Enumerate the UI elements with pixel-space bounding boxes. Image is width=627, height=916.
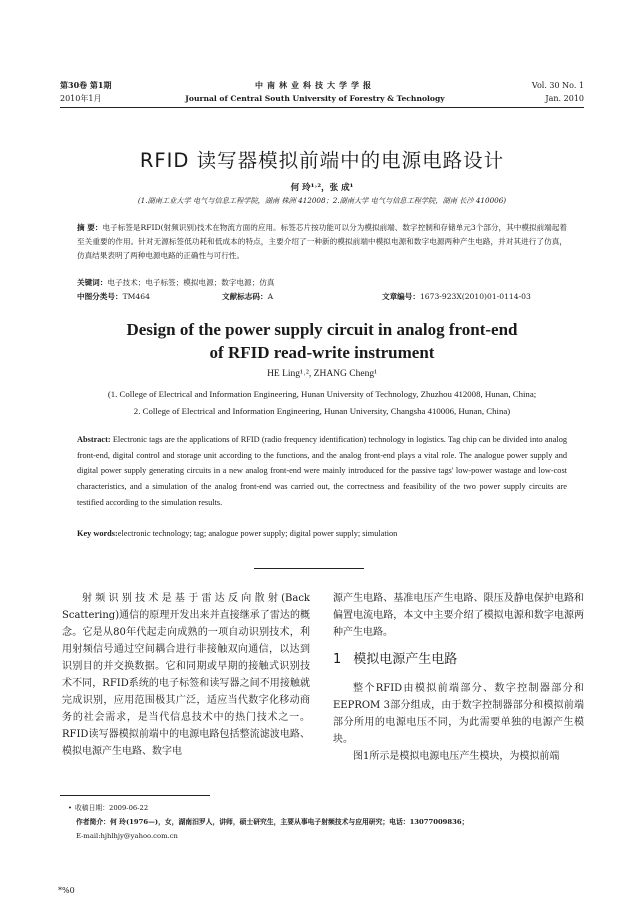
- author-bio: 作者简介：何 玲(1976—)，女，湖南汨罗人，讲师，硕士研究生，主要从事电子射频技术与应用研究；电话：13077009836；: [76, 818, 469, 826]
- footnote-marker: •: [68, 804, 73, 812]
- footnote: [60, 801, 584, 843]
- received-date: [60, 801, 584, 815]
- authors-en: HE Ling¹˒², ZHANG Cheng¹: [267, 369, 377, 379]
- abstract-cn-text: 电子标签是RFID(射频识别)技术在物流方面的应用。标签芯片按功能可以分为模拟前端、数字控制和存储单元3个部分，其中模拟前端起着至关重要的作用。针对无源标签低功耗和低成本的特点，主要介绍了一种新的模拟前端中模拟电源和数字电源两种产生电路，并对其进行了仿真，仿真结果表明了两种电源电路的正确性与可行性。: [77, 223, 567, 260]
- journal-header: [150, 79, 480, 105]
- body-paragraph: 图1所示是模拟电源电压产生模块，为模拟前端: [353, 751, 560, 762]
- keywords-cn: [77, 277, 274, 289]
- abstract-en: [77, 432, 567, 511]
- keywords-en-text: electronic technology; tag; analogue power supply; digital power supply; simulation: [117, 529, 398, 538]
- article-number-field: [382, 291, 531, 303]
- affiliation-en-line1: (1. College of Electrical and Information Engineering, Hunan University of Technology, Zhuzhou 412008, Hunan, China;: [107, 389, 537, 399]
- affiliation-en-line2: 2. College of Electrical and Information Engineering, Hunan University, Changsha 410006, Hunan, China): [133, 406, 511, 416]
- title-en-line1: Design of the power supply circuit in analog front-end: [126, 320, 518, 339]
- body-left-column: 射频识别技术是基于雷达反向散射(Back Scattering)通信的原理开发出来并直接继承了雷达的概念。它是从80年代起走向成熟的一项自动识别技术，利用射频信号通过空间耦合进行非接触双向通信，以达到识别目的并交换数据。它和同期或早期的接触式识别技术不同，RFID系统的电子标签和读写器之间不用接触就完成识别，应用范围极其广泛，适应当代数字化移动商务的社会需求，是当代信息技术中的热门技术之一。RFID读写器模拟前端中的电源电路包括整流滤波电路、模拟电源产生电路、数字电: [62, 593, 310, 757]
- keywords-cn-text: 电子技术；电子标签；模拟电源；数字电源；仿真: [107, 278, 275, 287]
- journal-name-en: Journal of Central South University of Forestry & Technology: [185, 94, 445, 103]
- date-en: Jan. 2010: [545, 94, 584, 103]
- header-volume-cn: [60, 79, 111, 105]
- abstract-en-label: Abstract:: [77, 435, 111, 444]
- paper-title-cn: RFID 读写器模拟前端中的电源电路设计: [139, 149, 505, 172]
- affiliation-cn: (1.湖南工业大学 电气与信息工程学院，湖南 株洲 412008；2.湖南大学 电气与信息工程学院，湖南 长沙 410006): [137, 196, 507, 205]
- section-title: 模拟电源产生电路: [353, 652, 458, 667]
- received-date-text: 收稿日期：2009-06-22: [75, 804, 149, 812]
- author-email: E-mail:hjhlhjy@yahoo.com.cn: [76, 832, 178, 840]
- abstract-cn-label: 摘 要：: [77, 223, 103, 232]
- clc-field: [77, 291, 150, 303]
- abstract-cn: [77, 221, 567, 263]
- page-mark: *%0: [58, 886, 75, 895]
- footnote-rule: [60, 795, 210, 796]
- clc-value: TM464: [122, 292, 150, 301]
- keywords-cn-label: 关键词：: [77, 278, 108, 287]
- section-number: 1: [333, 652, 342, 667]
- keywords-en: [77, 527, 397, 541]
- body-right-column: [333, 590, 584, 765]
- affiliation-en: [60, 386, 584, 420]
- doc-code-field: [222, 291, 273, 303]
- abstract-separator: [254, 568, 364, 569]
- journal-name-cn: 中南林业科技大学学报: [255, 80, 375, 90]
- abstract-en-text: Electronic tags are the applications of RFID (radio frequency identification) technology in logistics. Tag chip can be divided into analog front-end, digital control and storage unit according to the functions, and the analog front-end plays a vital role. The analogue power supply and digital power supply generating circuits in a new analog front-end were mainly introduced for the passive tags' low-power wastage and low-cost characteristics, and a simulation of the analog front-end was carried out, the correctness and feasibility of the two power supply circuits are testified according to the simulation results.: [77, 435, 567, 507]
- clc-label: 中图分类号：: [77, 292, 123, 301]
- volume-issue-en: Vol. 30 No. 1: [531, 81, 584, 90]
- authors-cn: 何 玲¹˒²，张 成¹: [290, 183, 354, 193]
- doc-code-label: 文献标志码：: [222, 292, 268, 301]
- section-heading: [333, 651, 584, 669]
- paper-title-en: [60, 318, 584, 364]
- title-en-line2: of RFID read-write instrument: [209, 343, 435, 362]
- keywords-en-label: Key words:: [77, 529, 118, 538]
- doc-code-value: A: [267, 292, 274, 301]
- header-volume-en: [532, 79, 584, 105]
- body-paragraph: 整个RFID由模拟前端部分、数字控制器部分和EEPROM 3部分组成，由于数字控制器部分和模拟前端部分所用的电源电压不同，为此需要单独的电源产生模块。: [333, 683, 584, 745]
- article-number-value: 1673-923X(2010)01-0114-03: [419, 292, 531, 301]
- date-cn: 2010年1月: [60, 94, 102, 103]
- header-rule: [60, 107, 584, 108]
- volume-issue-cn: 第30卷 第1期: [60, 80, 112, 90]
- body-paragraph: 源产生电路、基准电压产生电路、限压及静电保护电路和偏置电流电路，本文中主要介绍了模拟电源和数字电源两种产生电路。: [333, 593, 584, 638]
- article-number-label: 文章编号：: [382, 292, 420, 301]
